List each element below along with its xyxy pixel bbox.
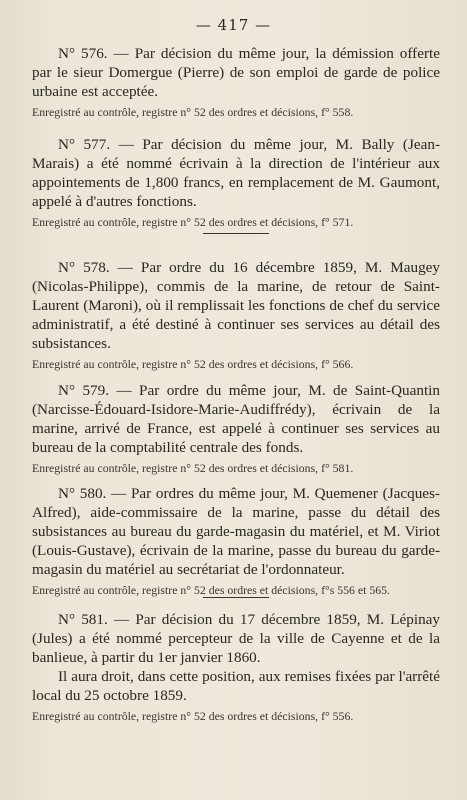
entry-580 — [32, 484, 440, 598]
page-number: — 417 — — [195, 16, 272, 34]
registration-note: Enregistré au contrôle, registre n° 52 des ordres et décisions, f°s 556 et 565. — [32, 583, 391, 597]
entry-text-continued: Il aura droit, dans cette position, aux remises fixées par l'arrêté local du 25 octobre 1859. — [32, 668, 440, 704]
section-divider — [203, 597, 269, 598]
entry-581 — [32, 610, 440, 724]
entry-576 — [32, 44, 440, 120]
entry-text: N° 577. — Par décision du même jour, M. Bally (Jean-Marais) a été nommé écrivain à la direction de l'intérieur aux appointements de 1,800 francs, en remplacement de M. Gaumont, appelé à d'autres fonctions. — [32, 136, 440, 210]
registration-note: Enregistré au contrôle, registre n° 52 des ordres et décisions, f° 571. — [32, 215, 354, 229]
registration-note: Enregistré au contrôle, registre n° 52 des ordres et décisions, f° 581. — [32, 461, 354, 475]
entry-578 — [32, 258, 440, 372]
entry-577 — [32, 135, 440, 230]
registration-note: Enregistré au contrôle, registre n° 52 des ordres et décisions, f° 558. — [32, 105, 354, 119]
entry-text: N° 580. — Par ordres du même jour, M. Quemener (Jacques-Alfred), aide-commissaire de la marine, passe du détail des subsistances au bureau du garde-magasin du matériel, et M. Viriot (Louis-Gustave), écrivain de la marine, passe du bureau du garde-magasin du matériel au secrétariat de l'ordonnateur. — [32, 485, 440, 578]
entry-text: N° 578. — Par ordre du 16 décembre 1859, M. Maugey (Nicolas-Philippe), commis de la marine, de retour de Saint-Laurent (Maroni), où il remplissait les fonctions de chef du service administratif, a été destiné à continuer ses services au détail des subsistances. — [32, 259, 440, 352]
registration-note: Enregistré au contrôle, registre n° 52 des ordres et décisions, f° 556. — [32, 709, 354, 723]
entry-text: N° 576. — Par décision du même jour, la démission offerte par le sieur Domergue (Pierre) de son emploi de garde de police urbaine est acceptée. — [32, 45, 440, 100]
section-divider — [203, 233, 269, 234]
entry-579 — [32, 381, 440, 476]
entry-text: N° 579. — Par ordre du même jour, M. de Saint-Quantin (Narcisse-Édouard-Isidore-Marie-Audiffrédy), écrivain de la marine, arrivé de France, est appelé à continuer ses services au bureau de la comptabilité centrale des fonds. — [32, 382, 440, 456]
entry-text: N° 581. — Par décision du 17 décembre 1859, M. Lépinay (Jules) a été nommé percepteur de la ville de Cayenne et de la banlieue, à partir du 1er janvier 1860. — [32, 611, 440, 666]
registration-note: Enregistré au contrôle, registre n° 52 des ordres et décisions, f° 566. — [32, 357, 354, 371]
